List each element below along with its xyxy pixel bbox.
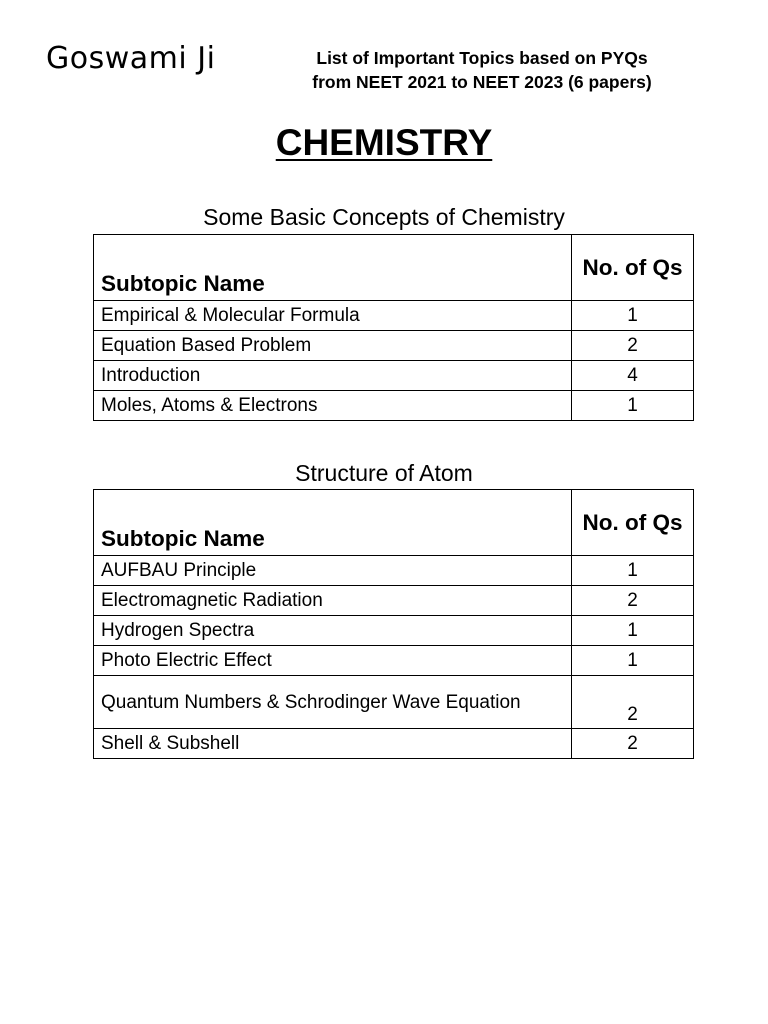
column-header-subtopic: Subtopic Name: [94, 235, 572, 301]
table-row: [94, 301, 694, 331]
table-row: [94, 729, 694, 759]
table-header-row: [94, 490, 694, 556]
subtopic-name: Quantum Numbers & Schrodinger Wave Equation: [94, 676, 572, 729]
question-count: 1: [572, 301, 694, 331]
column-header-subtopic: Subtopic Name: [94, 490, 572, 556]
table-row: [94, 556, 694, 586]
subtopic-name: Moles, Atoms & Electrons: [94, 391, 572, 421]
header-note-line-2: from NEET 2021 to NEET 2023 (6 papers): [312, 72, 652, 92]
subtopic-name: Shell & Subshell: [94, 729, 572, 759]
table-row: [94, 676, 694, 729]
topics-table-basic-concepts: [93, 234, 694, 421]
question-count: 1: [572, 556, 694, 586]
question-count: 2: [572, 586, 694, 616]
subtopic-name: Empirical & Molecular Formula: [94, 301, 572, 331]
table-row: [94, 616, 694, 646]
question-count: 1: [572, 616, 694, 646]
subtopic-name: Photo Electric Effect: [94, 646, 572, 676]
question-count: 2: [572, 331, 694, 361]
subtopic-name: Equation Based Problem: [94, 331, 572, 361]
brand-logo: Goswami Ji: [46, 41, 216, 76]
subtopic-name: Introduction: [94, 361, 572, 391]
subtopic-name: Electromagnetic Radiation: [94, 586, 572, 616]
table-header-row: [94, 235, 694, 301]
table-row: [94, 646, 694, 676]
header-note-line-1: List of Important Topics based on PYQs: [316, 48, 648, 68]
table-row: [94, 331, 694, 361]
topics-table-structure-of-atom: [93, 489, 694, 759]
table-row: [94, 586, 694, 616]
column-header-count: No. of Qs: [572, 490, 694, 556]
section-title-structure-of-atom: Structure of Atom: [295, 460, 473, 486]
header-note: [282, 46, 682, 94]
table-row: [94, 361, 694, 391]
question-count: 4: [572, 361, 694, 391]
question-count: 1: [572, 391, 694, 421]
subtopic-name: Hydrogen Spectra: [94, 616, 572, 646]
question-count: 2: [572, 729, 694, 759]
question-count: 1: [572, 646, 694, 676]
page-title: [0, 121, 768, 165]
subtopic-name: AUFBAU Principle: [94, 556, 572, 586]
table-row: [94, 391, 694, 421]
question-count: 2: [572, 676, 694, 729]
section-title-basic-concepts: Some Basic Concepts of Chemistry: [203, 204, 565, 230]
column-header-count: No. of Qs: [572, 235, 694, 301]
page-title-text: CHEMISTRY: [275, 122, 493, 163]
